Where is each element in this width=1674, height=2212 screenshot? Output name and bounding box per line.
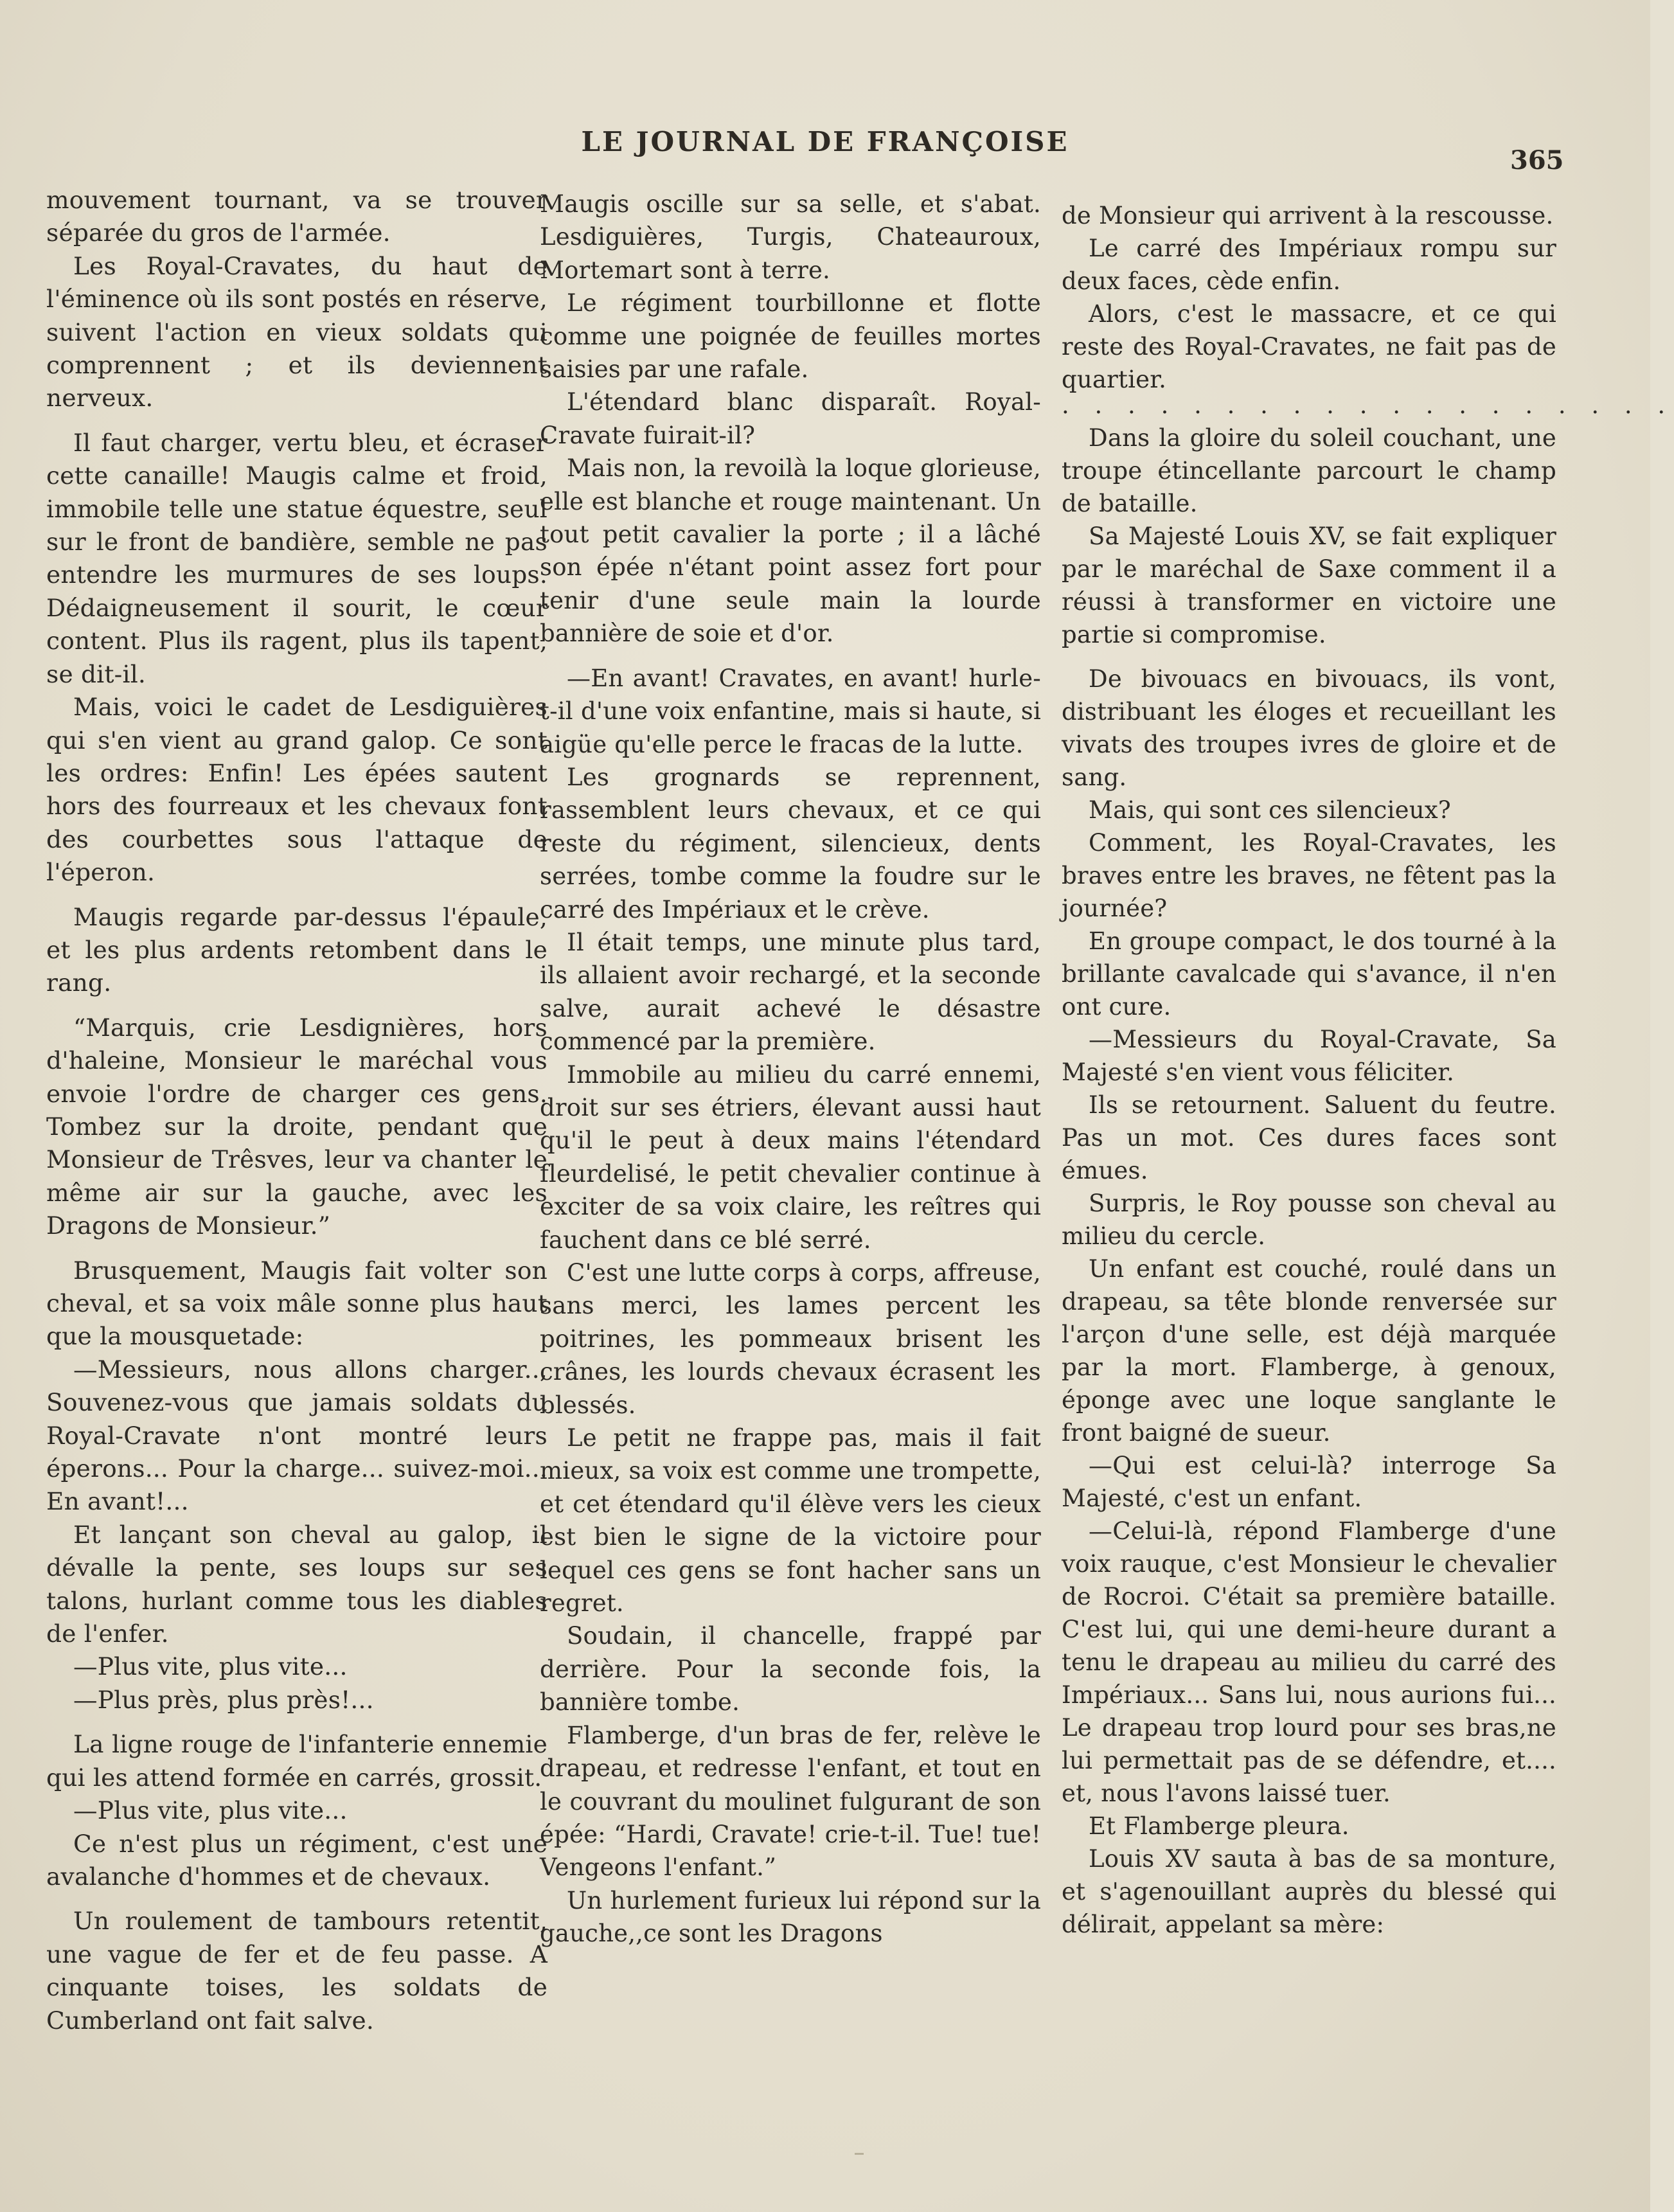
paragraph: Et Flamberge pleura.: [1089, 1812, 1349, 1840]
paragraph: Louis XV sauta à bas de sa monture, et s'agenouillant auprès du blessé qui délirait, appelant sa mère:: [1062, 1845, 1556, 1938]
paragraph: La ligne rouge de l'infanterie ennemie qui les attend formée en carrés, grossit.: [46, 1730, 548, 1792]
paragraph: —Plus vite, plus vite...: [73, 1796, 348, 1825]
paragraph: mouvement tournant, va se trouver séparée du gros de l'armée.: [46, 186, 548, 247]
paragraph: Alors, c'est le massacre, et ce qui reste des Royal-Cravates, ne fait pas de quartier.: [1062, 300, 1556, 393]
paragraph: Surpris, le Roy pousse son cheval au milieu du cercle.: [1062, 1190, 1556, 1250]
paragraph: Mais, voici le cadet de Lesdiguières qui s'en vient au grand galop. Ce sont les ordres: Enfin! Les épées sautent hors des fourreaux et les chevaux font des courbettes sous l'attaque de l'éperon.: [46, 693, 548, 887]
paragraph: Flamberge, d'un bras de fer, relève le drapeau, et redresse l'enfant, et tout en le couvrant du moulinet fulgurant de son épée: “Hardi, Cravate! crie-t-il. Tue! tue! Vengeons l'enfant.”: [540, 1721, 1041, 1882]
paragraph: Mais non, la revoilà la loque glorieuse, elle est blanche et rouge maintenant. Un tout petit cavalier la porte ; il a lâché son épée n'étant point assez fort pour tenir d'une seule main la lourde bannière de soie et d'or.: [540, 454, 1041, 648]
paragraph: —Celui-là, répond Flamberge d'une voix rauque, c'est Monsieur le chevalier de Rocroi. C'était sa première bataille. C'est lui, qui une demi-heure durant a tenu le drapeau au milieu du carré des Impériaux... Sans lui, nous aurions fui... Le drapeau trop lourd pour ses bras,ne lui permettait pas de se défendre, et.... et, nous l'avons laissé tuer.: [1062, 1517, 1556, 1807]
running-header: LE JOURNAL DE FRANÇOISE: [581, 126, 1069, 157]
section-break-dots: . . . . . . . . . . . . . . . . . . .: [1062, 391, 1674, 419]
paragraph: Ce n'est plus un régiment, c'est une avalanche d'hommes et de chevaux.: [46, 1829, 548, 1891]
paragraph: Un roulement de tambours retentit, une vague de fer et de feu passe. A cinquante toises, les soldats de Cumberland ont fait salve.: [46, 1907, 548, 2035]
print-mark: [855, 2153, 864, 2155]
paragraph: Brusquement, Maugis fait volter son cheval, et sa voix mâle sonne plus haut que la mousquetade:: [46, 1256, 548, 1351]
paragraph: En groupe compact, le dos tourné à la brillante cavalcade qui s'avance, il n'en ont cure.: [1062, 927, 1556, 1021]
paragraph: Les grognards se reprennent, rassemblent leurs chevaux, et ce qui reste du régiment, silencieux, dents serrées, tombe comme la foudre sur le carré des Impériaux et le crève.: [540, 763, 1041, 923]
paragraph: —En avant! Cravates, en avant! hurle-t-il d'une voix enfantine, mais si haute, si aigüe qu'elle perce le fracas de la lutte.: [540, 664, 1041, 758]
paragraph: Maugis oscille sur sa selle, et s'abat. Lesdiguières, Turgis, Chateauroux, Mortemart sont à terre.: [540, 190, 1041, 284]
page-number: 365: [1510, 145, 1564, 175]
paragraph: L'étendard blanc disparaît. Royal-Cravate fuirait-il?: [540, 388, 1041, 449]
paragraph: “Marquis, crie Lesdignières, hors d'haleine, Monsieur le maréchal vous envoie l'ordre de charger ces gens. Tombez sur la droite, pendant que Monsieur de Trêsves, leur va chanter le même air sur la gauche, avec les Dragons de Monsieur.”: [46, 1013, 548, 1240]
paragraph: Les Royal-Cravates, du haut de l'éminence où ils sont postés en réserve, suivent l'action en vieux soldats qui comprennent ; et ils deviennent nerveux.: [46, 251, 548, 413]
paragraph: Ils se retournent. Saluent du feutre. Pas un mot. Ces dures faces sont émues.: [1062, 1091, 1556, 1184]
paragraph: Il faut charger, vertu bleu, et écraser cette canaille! Maugis calme et froid, immobile telle une statue équestre, seul sur le front de bandière, semble ne pas entendre les murmures de ses loups. Dédaigneusement il sourit, le cœur content. Plus ils ragent, plus ils tapent, se dit-il.: [46, 428, 548, 688]
paragraph: —Plus vite, plus vite...: [73, 1652, 348, 1681]
paragraph: Le régiment tourbillonne et flotte comme une poignée de feuilles mortes saisies par une rafale.: [540, 289, 1041, 384]
text-column-3: [1062, 199, 1674, 1941]
paragraph: —Qui est celui-là? interroge Sa Majesté, c'est un enfant.: [1062, 1452, 1556, 1512]
paragraph: Le carré des Impériaux rompu sur deux faces, cède enfin.: [1062, 235, 1556, 295]
paragraph: Immobile au milieu du carré ennemi, droit sur ses étriers, élevant aussi haut qu'il le peut à deux mains l'étendard fleurdelisé, le petit chevalier continue à exciter de sa voix claire, les reîtres qui fauchent dans ce blé serré.: [540, 1060, 1041, 1254]
text-column-1: [46, 184, 548, 2037]
paragraph: Il était temps, une minute plus tard, ils allaient avoir rechargé, et la seconde salve, aurait achevé le désastre commencé par la première.: [540, 928, 1041, 1056]
paragraph: Un enfant est couché, roulé dans un drapeau, sa tête blonde renversée sur l'arçon d'une selle, est déjà marquée par la mort. Flamberge, à genoux, éponge avec une loque sanglante le front baigné de sueur.: [1062, 1255, 1556, 1447]
paragraph: Sa Majesté Louis XV, se fait expliquer par le maréchal de Saxe comment il a réussi à transformer en victoire une partie si compromise.: [1062, 522, 1556, 648]
paragraph: Mais, qui sont ces silencieux?: [1089, 796, 1451, 824]
paragraph: C'est une lutte corps à corps, affreuse, sans merci, les lames percent les poitrines, les pommeaux brisent les crânes, les lourds chevaux écrasent les blessés.: [540, 1259, 1041, 1419]
paragraph: —Messieurs du Royal-Cravate, Sa Majesté s'en vient vous féliciter.: [1062, 1026, 1556, 1086]
paragraph: de Monsieur qui arrivent à la rescousse.: [1062, 202, 1554, 229]
text-column-2: [540, 188, 1041, 1950]
paragraph: De bivouacs en bivouacs, ils vont, distribuant les éloges et recueillant les vivats des troupes ivres de gloire et de sang.: [1062, 665, 1556, 791]
paragraph: Et lançant son cheval au galop, il dévalle la pente, ses loups sur ses talons, hurlant comme tous les diables de l'enfer.: [46, 1520, 548, 1648]
paragraph: Dans la gloire du soleil couchant, une troupe étincellante parcourt le champ de bataille.: [1062, 424, 1556, 517]
paragraph: —Plus près, plus près!...: [73, 1685, 374, 1714]
paragraph: Maugis regarde par-dessus l'épaule, et les plus ardents retombent dans le rang.: [46, 902, 548, 997]
paragraph: Soudain, il chancelle, frappé par derrière. Pour la seconde fois, la bannière tombe.: [540, 1622, 1041, 1717]
paragraph: Le petit ne frappe pas, mais il fait mieux, sa voix est comme une trompette, et cet étendard qu'il élève vers les cieux est bien le signe de la victoire pour lequel ces gens se font hacher sans un regret.: [540, 1424, 1041, 1618]
paragraph: —Messieurs, nous allons charger.., Souvenez-vous que jamais soldats du Royal-Cravate n'ont montré leurs éperons... Pour la charge... suivez-moi... En avant!...: [46, 1355, 548, 1516]
paragraph: Un hurlement furieux lui répond sur la gauche,,ce sont les Dragons: [540, 1886, 1041, 1948]
paragraph: Comment, les Royal-Cravates, les braves entre les braves, ne fêtent pas la journée?: [1062, 829, 1556, 922]
